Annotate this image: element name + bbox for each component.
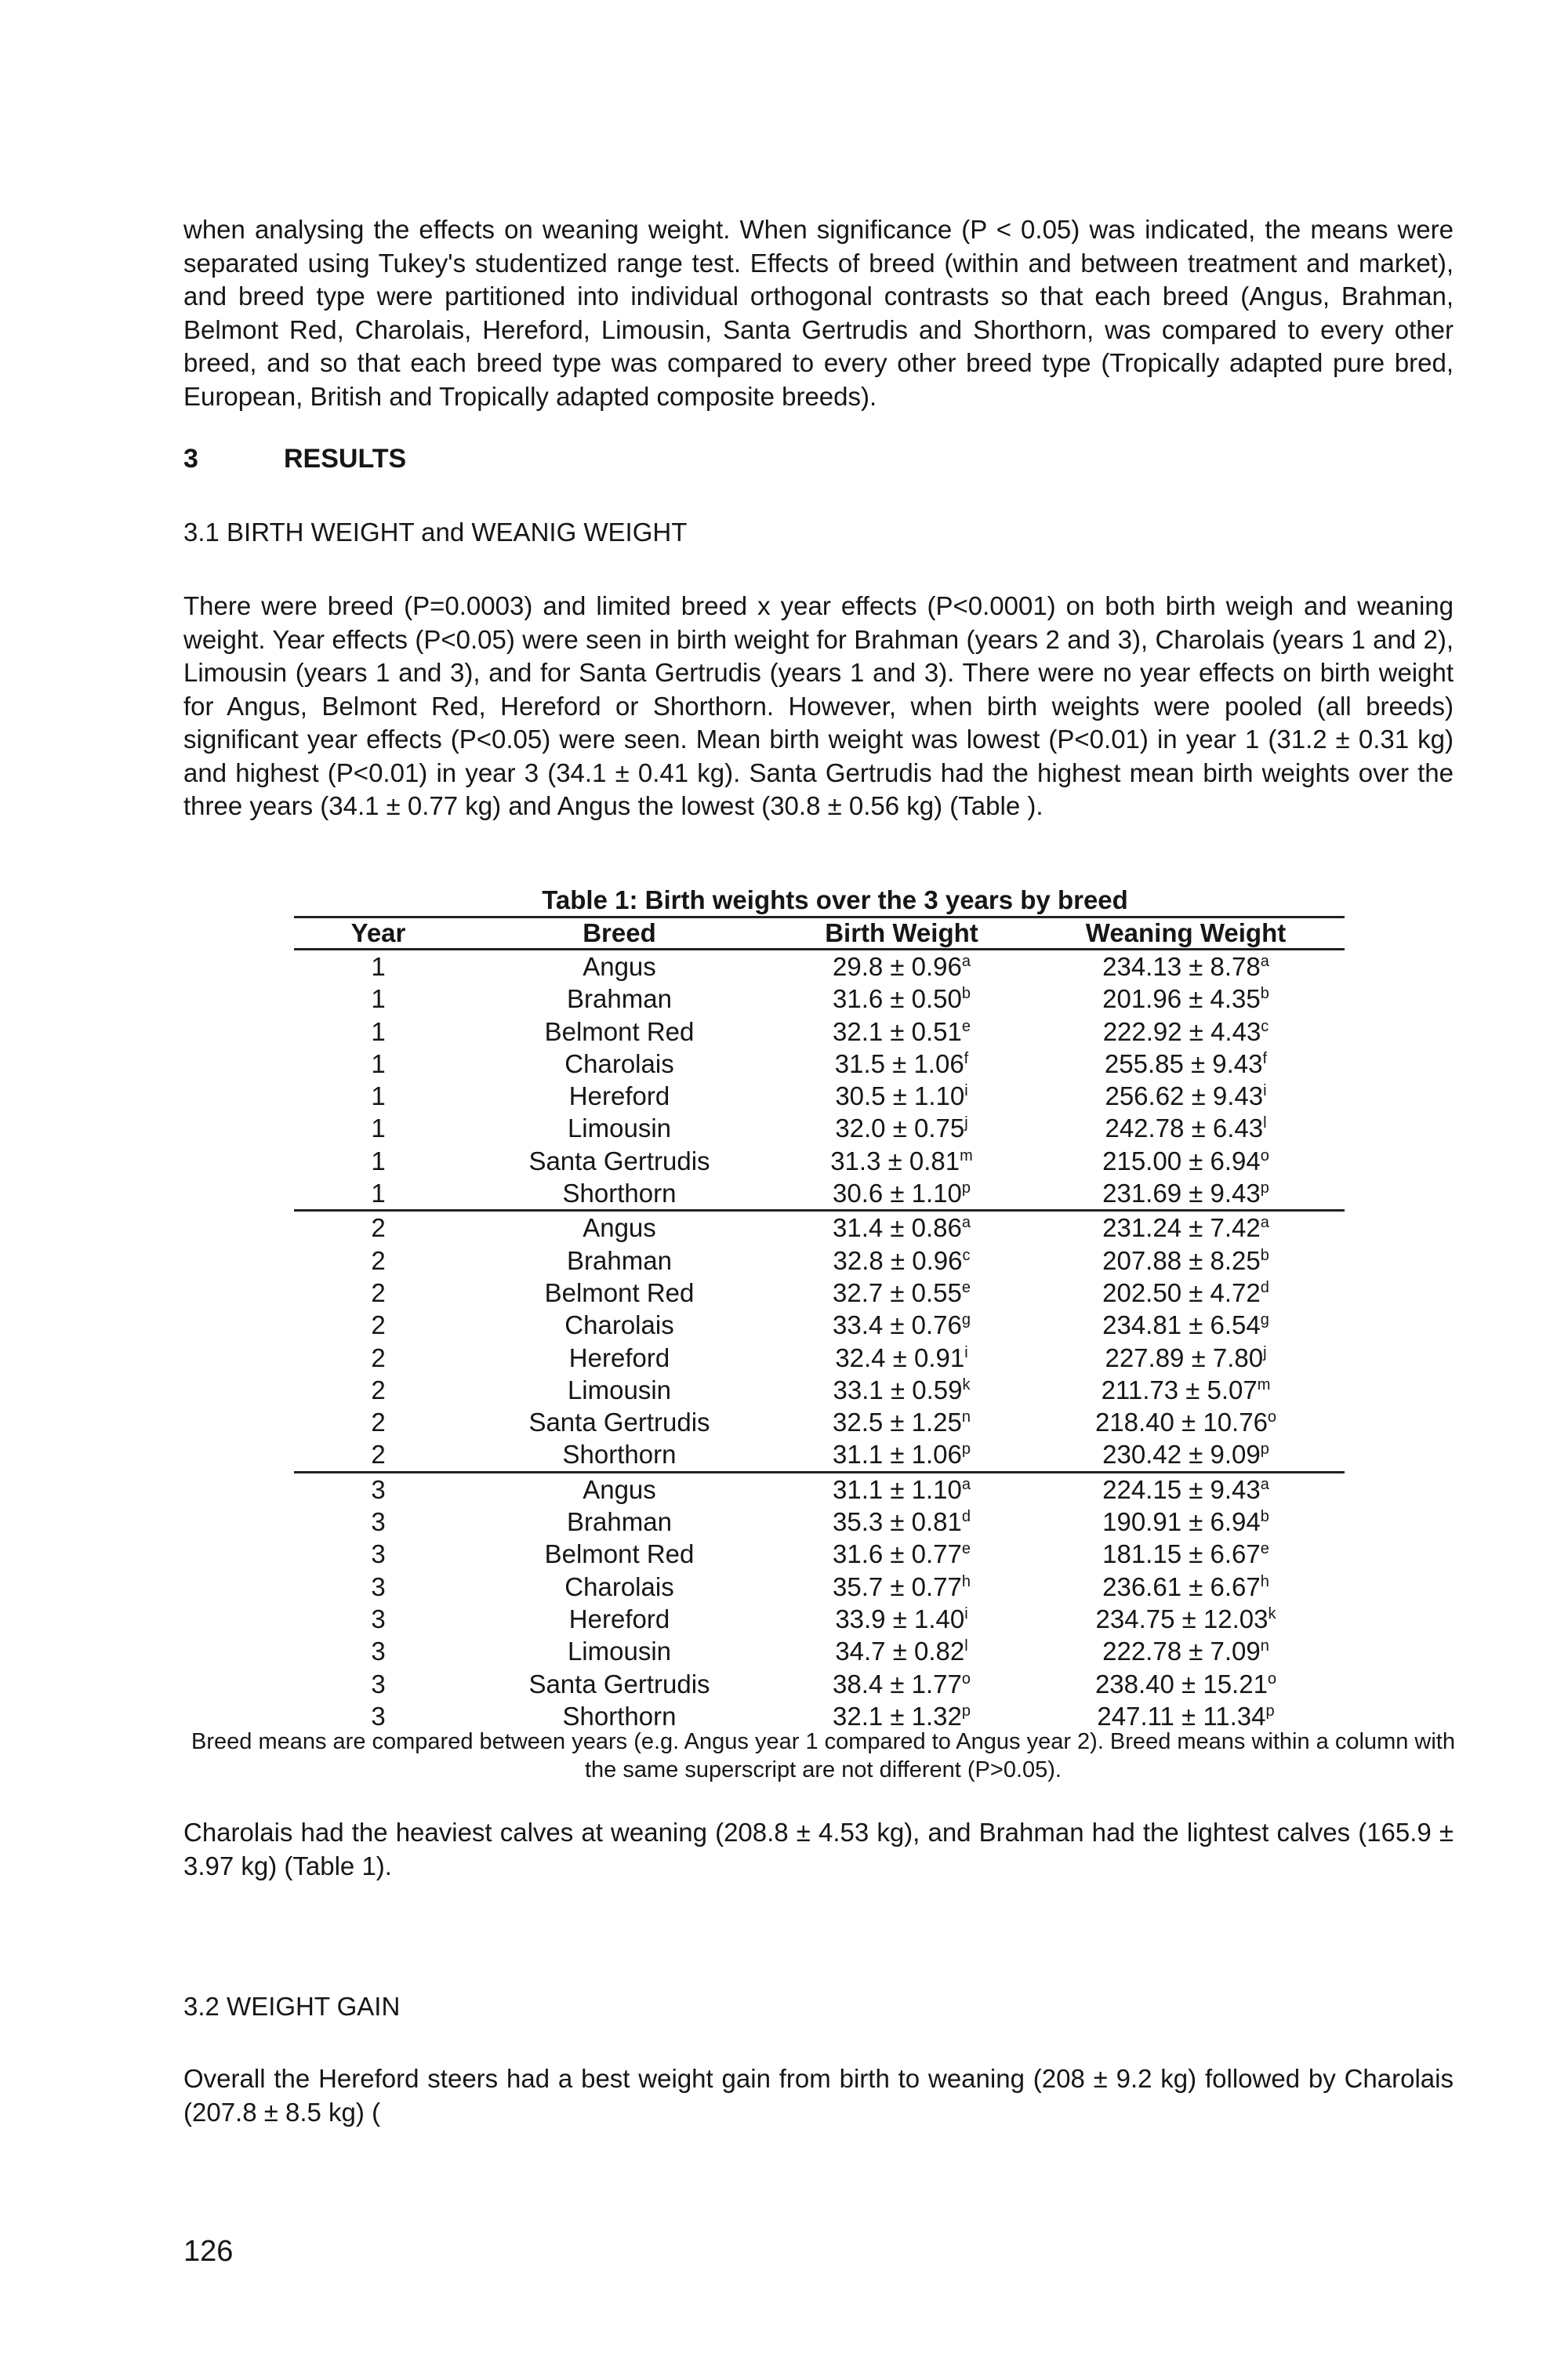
birth-weight-cell-value: 35.3 ± 0.81 [832,1507,962,1537]
birth-weight-cell-value: 32.7 ± 0.55 [832,1277,962,1307]
birth-weight-cell [776,1374,1027,1406]
year-cell-value: 1 [371,1048,386,1078]
table-row [294,1603,1345,1635]
year-cell-value: 2 [371,1277,386,1307]
superscript: h [1260,1572,1269,1590]
weaning-weight-cell [1027,1668,1345,1700]
table-row [294,983,1345,1015]
weaning-weight-cell-value: 190.91 ± 6.94 [1102,1507,1261,1537]
year-cell [294,1472,463,1506]
year-cell-value: 1 [371,984,386,1014]
birth-weight-cell-value: 30.5 ± 1.10 [835,1081,965,1111]
superscript: d [961,1508,971,1526]
superscript: c [962,1246,971,1264]
birth-weight-cell-value: 34.7 ± 0.82 [835,1637,965,1666]
table-row [294,1538,1345,1570]
weaning-weight-cell-value: 231.24 ± 7.42 [1102,1213,1261,1243]
table-row [294,1211,1345,1244]
weaning-weight-cell-value: 222.78 ± 7.09 [1102,1637,1261,1666]
year-cell [294,983,463,1015]
birth-weight-cell [776,1472,1027,1506]
weaning-weight-cell-value: 234.13 ± 8.78 [1102,952,1261,981]
birth-weight-cell-value: 32.1 ± 1.32 [832,1701,962,1731]
birth-weight-cell [776,1244,1027,1277]
birth-weight-cell [776,1406,1027,1438]
breed-cell [463,1177,776,1211]
superscript: e [1260,1540,1269,1558]
superscript: m [1257,1375,1271,1393]
weaning-weight-cell [1027,1244,1345,1277]
birth-weight-cell-value: 33.1 ± 0.59 [833,1375,963,1404]
breed-cell-value: Brahman [567,1507,672,1537]
birth-weight-cell [776,1145,1027,1177]
results-table [294,885,1345,1732]
superscript: f [964,1049,969,1067]
breed-cell [463,1112,776,1144]
superscript: h [961,1572,971,1590]
year-cell-value: 1 [371,1016,386,1046]
breed-cell-value: Angus [583,952,656,981]
year-cell [294,1048,463,1080]
breed-cell-value: Shorthorn [562,1440,677,1470]
year-cell-value: 3 [371,1474,386,1504]
table-row [294,1277,1345,1309]
year-cell-value: 3 [371,1571,386,1601]
superscript: e [961,1540,971,1558]
year-cell [294,1244,463,1277]
superscript: i [964,1343,968,1361]
breed-cell [463,1635,776,1667]
birth-weight-cell-value: 32.1 ± 0.51 [832,1016,962,1046]
superscript: p [961,1702,971,1720]
weaning-weight-cell-value: 211.73 ± 5.07 [1101,1375,1258,1404]
table-row [294,950,1345,983]
birth-weight-cell [776,1635,1027,1667]
year-cell-value: 3 [371,1701,386,1731]
breed-cell-value: Hereford [568,1343,670,1372]
breed-cell [463,1472,776,1506]
weaning-weight-cell [1027,1438,1345,1472]
breed-cell-value: Charolais [564,1310,674,1340]
year-cell-value: 2 [371,1310,386,1340]
weight-gain-paragraph: Overall the Hereford steers had a best weight gain from birth to weaning (208 ± 9.2 kg) followed by Charolais (207.8 ± 8.5 kg) ( [183,2064,1454,2127]
superscript: m [960,1146,973,1165]
weaning-weight-cell [1027,1309,1345,1341]
birth-weight-cell-value: 29.8 ± 0.96 [832,952,962,981]
birth-weight-cell [776,1112,1027,1144]
breed-cell-value: Angus [583,1474,656,1504]
weaning-weight-cell-value: 227.89 ± 7.80 [1105,1343,1264,1372]
year-cell-value: 2 [371,1343,386,1372]
year-cell-value: 1 [371,1179,386,1208]
breed-cell-value: Charolais [564,1571,674,1601]
weaning-weight-cell [1027,1538,1345,1570]
birth-weight-cell [776,1603,1027,1635]
table-footnote: Breed means are compared between years (e.g. Angus year 1 compared to Angus year 2). Breed means within a column with the same superscript are not different (P>0.05). [191,1729,1455,1782]
superscript: o [1267,1408,1277,1426]
superscript: b [1260,1246,1269,1264]
birth-weight-cell-value: 38.4 ± 1.77 [832,1669,962,1699]
superscript: g [1260,1311,1269,1329]
weaning-weight-cell [1027,1016,1345,1048]
year-cell-value: 1 [371,1114,386,1143]
breed-cell-value: Brahman [567,1245,672,1275]
year-cell [294,1277,463,1309]
year-cell-value: 2 [371,1213,386,1243]
superscript: p [1265,1702,1275,1720]
birth-weight-cell-value: 31.3 ± 0.81 [830,1146,960,1175]
table-row [294,1016,1345,1048]
year-cell-value: 2 [371,1408,386,1437]
year-cell-value: 2 [371,1440,386,1470]
year-cell [294,1145,463,1177]
breed-cell [463,1668,776,1700]
weaning-weight-cell [1027,1211,1345,1244]
year-cell [294,1538,463,1570]
superscript: i [1263,1082,1267,1100]
breed-cell-value: Brahman [567,984,672,1014]
superscript: b [961,985,971,1003]
table-row [294,1048,1345,1080]
weaning-weight-cell [1027,1080,1345,1112]
year-cell [294,1080,463,1112]
superscript: g [961,1311,971,1329]
birth-weight-cell-value: 31.6 ± 0.50 [832,984,962,1014]
superscript: i [964,1604,968,1622]
weaning-weight-cell [1027,1048,1345,1080]
column-header: Year [294,917,463,950]
superscript: i [964,1082,968,1100]
weaning-weight-cell-value: 247.11 ± 11.34 [1097,1701,1266,1731]
breed-cell [463,950,776,983]
year-cell [294,1374,463,1406]
superscript: p [1260,1179,1269,1197]
weaning-weight-cell-value: 218.40 ± 10.76 [1094,1408,1268,1437]
birth-weight-cell [776,1506,1027,1538]
birth-weight-cell [776,950,1027,983]
breed-cell [463,1406,776,1438]
superscript: l [1263,1114,1267,1132]
breed-cell-value: Angus [583,1213,656,1243]
superscript: a [1260,1475,1269,1493]
breed-cell-value: Shorthorn [562,1701,677,1731]
breed-cell-value: Santa Gertrudis [528,1669,710,1699]
breed-cell-value: Santa Gertrudis [528,1146,710,1175]
breed-cell [463,1506,776,1538]
year-cell-value: 3 [371,1604,386,1633]
superscript: a [961,953,971,970]
weaning-weight-cell-value: 242.78 ± 6.43 [1105,1114,1264,1143]
birth-weight-cell-value: 33.9 ± 1.40 [835,1604,965,1633]
superscript: p [961,1441,971,1459]
table-row [294,1080,1345,1112]
weaning-weight-cell-value: 215.00 ± 6.94 [1102,1146,1261,1175]
superscript: a [961,1475,971,1493]
breed-cell [463,1538,776,1570]
breed-cell [463,1244,776,1277]
weaning-weight-cell-value: 202.50 ± 4.72 [1102,1277,1261,1307]
year-cell [294,1309,463,1341]
year-cell [294,1635,463,1667]
birth-weight-cell-value: 32.8 ± 0.96 [833,1245,963,1275]
birth-weight-cell-value: 35.7 ± 0.77 [832,1571,962,1601]
table-row [294,1472,1345,1506]
birth-weight-cell [776,1211,1027,1244]
breed-cell [463,1571,776,1603]
breed-cell-value: Hereford [568,1604,670,1633]
year-cell [294,1668,463,1700]
birth-weight-cell [776,983,1027,1015]
weaning-weight-cell-value: 222.92 ± 4.43 [1102,1016,1261,1046]
birth-weight-cell [776,1048,1027,1080]
weaning-weight-cell-value: 234.81 ± 6.54 [1102,1310,1261,1340]
weaning-weight-cell [1027,1112,1345,1144]
breed-cell-value: Limousin [567,1375,672,1404]
weaning-weight-cell-value: 207.88 ± 8.25 [1102,1245,1261,1275]
weaning-weight-cell-value: 224.15 ± 9.43 [1102,1474,1261,1504]
breed-cell-value: Hereford [568,1081,670,1111]
birth-weight-cell-value: 32.5 ± 1.25 [832,1408,962,1437]
superscript: b [1260,1508,1269,1526]
superscript: o [1267,1670,1277,1688]
table-row [294,1145,1345,1177]
superscript: l [964,1637,968,1655]
weaning-weight-cell [1027,1277,1345,1309]
breed-cell-value: Belmont Red [544,1539,695,1569]
birth-weight-cell-value: 31.1 ± 1.10 [832,1474,962,1504]
breed-cell [463,1211,776,1244]
year-cell-value: 1 [371,1081,386,1111]
weaning-weight-cell [1027,1635,1345,1667]
breed-cell [463,1145,776,1177]
birth-weight-cell-value: 30.6 ± 1.10 [832,1179,962,1208]
section-title: RESULTS [284,444,407,474]
superscript: o [1260,1146,1269,1165]
table-row [294,1244,1345,1277]
breed-cell [463,1048,776,1080]
superscript: c [1261,1017,1269,1035]
weaning-weight-cell [1027,983,1345,1015]
table-row [294,1506,1345,1538]
breed-cell [463,1016,776,1048]
breed-cell-value: Limousin [567,1114,672,1143]
weaning-weight-cell-value: 236.61 ± 6.67 [1102,1571,1261,1601]
superscript: o [961,1670,971,1688]
weaning-weight-cell [1027,1571,1345,1603]
breed-cell [463,983,776,1015]
table-row [294,1571,1345,1603]
birth-weight-cell [776,1177,1027,1211]
birth-weight-cell-value: 32.4 ± 0.91 [835,1343,965,1372]
subsection-heading-3-1: 3.1 BIRTH WEIGHT and WEANIG WEIGHT [183,518,688,547]
birth-weight-cell [776,1080,1027,1112]
weaning-weight-cell-value: 201.96 ± 4.35 [1102,984,1261,1014]
table-row [294,1406,1345,1438]
breed-cell-value: Limousin [567,1637,672,1666]
superscript: p [961,1179,971,1197]
year-cell [294,1211,463,1244]
superscript: a [961,1214,971,1232]
subsection-heading-3-2: 3.2 WEIGHT GAIN [183,1992,401,2021]
birth-weight-cell-value: 31.6 ± 0.77 [832,1539,962,1569]
breed-cell [463,1374,776,1406]
section-number: 3 [183,444,198,474]
year-cell [294,1571,463,1603]
superscript: j [964,1114,968,1132]
year-cell [294,1438,463,1472]
birth-weight-cell [776,1571,1027,1603]
column-header: Weaning Weight [1027,917,1345,950]
superscript: j [1263,1343,1267,1361]
breed-cell [463,1342,776,1374]
superscript: k [962,1375,971,1393]
superscript: f [1262,1049,1268,1067]
year-cell-value: 2 [371,1245,386,1275]
table-row [294,1374,1345,1406]
superscript: e [961,1017,971,1035]
superscript: n [961,1408,971,1426]
weaning-weight-cell [1027,1472,1345,1506]
weaning-weight-cell-value: 230.42 ± 9.09 [1102,1440,1261,1470]
year-cell-value: 3 [371,1669,386,1699]
weaning-weight-cell-value: 255.85 ± 9.43 [1104,1048,1263,1078]
breed-cell-value: Santa Gertrudis [528,1408,710,1437]
birth-weight-cell [776,1438,1027,1472]
weaning-weight-cell [1027,1506,1345,1538]
birth-weight-cell [776,1342,1027,1374]
weaning-paragraph: Charolais had the heaviest calves at weaning (208.8 ± 4.53 kg), and Brahman had the lightest calves (165.9 ± 3.97 kg) (Table 1). [183,1818,1454,1880]
weaning-weight-cell-value: 181.15 ± 6.67 [1102,1539,1261,1569]
weaning-weight-cell-value: 238.40 ± 15.21 [1094,1669,1268,1699]
table-caption: Table 1: Birth weights over the 3 years by breed [542,885,1128,914]
methods-paragraph: when analysing the effects on weaning weight. When significance (P < 0.05) was indicated, the means were separated using Tukey's studentized range test. Effects of breed (within and between treatment and market), and breed type were partitioned into individual orthogonal contrasts so that each breed (Angus, Brahman, Belmont Red, Charolais, Hereford, Limousin, Santa Gertrudis and Shorthorn, was compared to every other breed, and so that each breed type was compared to every other breed type (Tropically adapted pure bred, European, British and Tropically adapted composite breeds). [183,215,1454,411]
weaning-weight-cell [1027,950,1345,983]
superscript: n [1260,1637,1269,1655]
year-cell [294,1177,463,1211]
table-row [294,1177,1345,1211]
year-cell-value: 3 [371,1539,386,1569]
breed-cell [463,1277,776,1309]
weaning-weight-cell [1027,1145,1345,1177]
year-cell [294,1112,463,1144]
table-row [294,1112,1345,1144]
birth-weight-cell-value: 31.5 ± 1.06 [834,1048,964,1078]
birth-weight-cell [776,1538,1027,1570]
weaning-weight-cell [1027,1342,1345,1374]
birth-weight-cell [776,1277,1027,1309]
birth-weight-cell-value: 31.1 ± 1.06 [832,1440,962,1470]
year-cell [294,1016,463,1048]
breed-cell-value: Shorthorn [562,1179,677,1208]
birth-weight-cell-value: 32.0 ± 0.75 [835,1114,965,1143]
breed-cell [463,1603,776,1635]
year-cell [294,950,463,983]
breed-cell [463,1438,776,1472]
breed-cell-value: Charolais [564,1048,674,1078]
breed-cell-value: Belmont Red [544,1016,695,1046]
year-cell-value: 1 [371,952,386,981]
superscript: a [1260,953,1269,970]
table-row [294,1438,1345,1472]
birth-weight-cell [776,1016,1027,1048]
column-header: Breed [463,917,776,950]
weaning-weight-cell-value: 231.69 ± 9.43 [1102,1179,1261,1208]
superscript: k [1268,1604,1276,1622]
year-cell-value: 3 [371,1507,386,1537]
year-cell [294,1603,463,1635]
weaning-weight-cell [1027,1603,1345,1635]
year-cell [294,1342,463,1374]
birth-weight-paragraph: There were breed (P=0.0003) and limited breed x year effects (P<0.0001) on both birth weigh and weaning weight. Year effects (P<0.05) were seen in birth weight for Brahman (years 2 and 3), Charolais (years 1 and 2), Limousin (years 1 and 3), and for Santa Gertrudis (years 1 and 3). There were no year effects on birth weight for Angus, Belmont Red, Hereford or Shorthorn. However, when birth weights were pooled (all breeds) significant year effects (P<0.05) were seen. Mean birth weight was lowest (P<0.01) in year 1 (31.2 ± 0.31 kg) and highest (P<0.01) in year 3 (34.1 ± 0.41 kg). Santa Gertrudis had the highest mean birth weights over the three years (34.1 ± 0.77 kg) and Angus the lowest (30.8 ± 0.56 kg) (Table ). [183,591,1454,820]
birth-weight-cell-value: 33.4 ± 0.76 [832,1310,962,1340]
table-row [294,1635,1345,1667]
weaning-weight-cell [1027,1406,1345,1438]
superscript: d [1260,1278,1269,1296]
birth-weight-cell [776,1309,1027,1341]
weaning-weight-cell [1027,1374,1345,1406]
birth-weight-cell [776,1668,1027,1700]
column-header: Birth Weight [776,917,1027,950]
table-row [294,1668,1345,1700]
superscript: a [1260,1214,1269,1232]
weaning-weight-cell-value: 234.75 ± 12.03 [1095,1604,1269,1633]
page-number: 126 [183,2235,234,2268]
weaning-weight-cell-value: 256.62 ± 9.43 [1105,1081,1264,1111]
weaning-weight-cell [1027,1177,1345,1211]
year-cell [294,1506,463,1538]
breed-cell [463,1309,776,1341]
superscript: p [1260,1441,1269,1459]
year-cell-value: 2 [371,1375,386,1404]
year-cell-value: 1 [371,1146,386,1175]
superscript: b [1260,985,1269,1003]
table-row [294,1309,1345,1341]
superscript: e [961,1278,971,1296]
year-cell-value: 3 [371,1637,386,1666]
year-cell [294,1406,463,1438]
table-row [294,1342,1345,1374]
birth-weight-cell-value: 31.4 ± 0.86 [832,1213,962,1243]
breed-cell [463,1080,776,1112]
breed-cell-value: Belmont Red [544,1277,695,1307]
